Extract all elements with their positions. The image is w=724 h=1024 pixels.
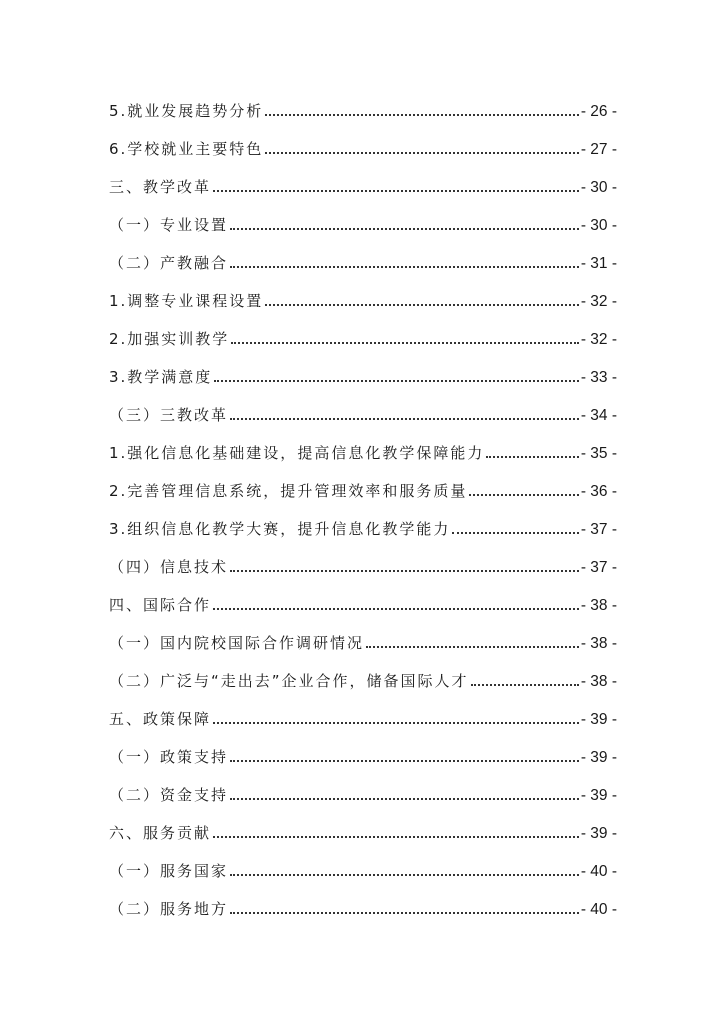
- toc-page-number: - 34 -: [580, 407, 617, 424]
- toc-title: 2.加强实训教学: [109, 330, 230, 348]
- toc-entry[interactable]: [109, 123, 617, 161]
- toc-leader: [230, 266, 579, 268]
- toc-title: 1.调整专业课程设置: [109, 292, 264, 310]
- toc-leader: [230, 874, 579, 876]
- toc-page-number: - 38 -: [580, 673, 617, 690]
- toc-title: （二）产教融合: [109, 254, 229, 272]
- toc-leader: [469, 494, 578, 496]
- toc-leader: [265, 152, 579, 154]
- toc-page-number: - 38 -: [580, 597, 617, 614]
- toc-leader: [230, 798, 579, 800]
- toc-entry[interactable]: [109, 883, 617, 921]
- toc-entry[interactable]: [109, 389, 617, 427]
- toc-entry[interactable]: [109, 237, 617, 275]
- toc-leader: [230, 912, 579, 914]
- toc-title: 五、政策保障: [109, 710, 212, 728]
- toc-title: （二）服务地方: [109, 900, 229, 918]
- toc-entry[interactable]: [109, 731, 617, 769]
- toc-page-number: - 26 -: [580, 103, 617, 120]
- toc-leader: [486, 456, 578, 458]
- toc-entry[interactable]: [109, 769, 617, 807]
- toc-title: 3.组织信息化教学大赛，提升信息化教学能力: [109, 520, 451, 538]
- toc-entry[interactable]: [109, 579, 617, 617]
- toc-page-number: - 39 -: [580, 711, 617, 728]
- toc-leader: [452, 532, 578, 534]
- toc-title: （一）服务国家: [109, 862, 229, 880]
- toc-entry[interactable]: [109, 161, 617, 199]
- toc-page-number: - 39 -: [580, 749, 617, 766]
- toc-entry[interactable]: [109, 427, 617, 465]
- toc-leader: [230, 418, 579, 420]
- toc-page-number: - 40 -: [580, 901, 617, 918]
- table-of-contents: [109, 85, 617, 921]
- toc-leader: [213, 190, 579, 192]
- toc-page-number: - 30 -: [580, 217, 617, 234]
- toc-entry[interactable]: [109, 85, 617, 123]
- toc-page-number: - 36 -: [580, 483, 617, 500]
- toc-title: （二）广泛与“走出去”企业合作，储备国际人才: [109, 672, 469, 690]
- toc-leader: [213, 836, 579, 838]
- toc-title: 5.就业发展趋势分析: [109, 102, 264, 120]
- toc-title: （一）国内院校国际合作调研情况: [109, 634, 365, 652]
- toc-title: （二）资金支持: [109, 786, 229, 804]
- toc-title: （四）信息技术: [109, 558, 229, 576]
- toc-entry[interactable]: [109, 693, 617, 731]
- toc-entry[interactable]: [109, 807, 617, 845]
- toc-entry[interactable]: [109, 503, 617, 541]
- toc-entry[interactable]: [109, 199, 617, 237]
- toc-page-number: - 33 -: [580, 369, 617, 386]
- toc-page-number: - 32 -: [580, 293, 617, 310]
- toc-leader: [230, 570, 579, 572]
- toc-title: 六、服务贡献: [109, 824, 212, 842]
- toc-title: （一）专业设置: [109, 216, 229, 234]
- toc-page-number: - 32 -: [580, 331, 617, 348]
- toc-page-number: - 37 -: [580, 559, 617, 576]
- toc-leader: [265, 114, 579, 116]
- toc-leader: [231, 342, 579, 344]
- toc-entry[interactable]: [109, 617, 617, 655]
- toc-entry[interactable]: [109, 655, 617, 693]
- toc-entry[interactable]: [109, 313, 617, 351]
- toc-page-number: - 27 -: [580, 141, 617, 158]
- toc-entry[interactable]: [109, 541, 617, 579]
- toc-title: 2.完善管理信息系统，提升管理效率和服务质量: [109, 482, 468, 500]
- toc-page-number: - 35 -: [580, 445, 617, 462]
- toc-page-number: - 39 -: [580, 787, 617, 804]
- toc-page-number: - 38 -: [580, 635, 617, 652]
- toc-entry[interactable]: [109, 275, 617, 313]
- toc-leader: [471, 684, 579, 686]
- toc-leader: [213, 722, 579, 724]
- toc-title: 四、国际合作: [109, 596, 212, 614]
- toc-leader: [213, 608, 579, 610]
- toc-title: （三）三教改革: [109, 406, 229, 424]
- toc-title: 三、教学改革: [109, 178, 212, 196]
- toc-title: 3.教学满意度: [109, 368, 213, 386]
- toc-leader: [366, 646, 579, 648]
- toc-title: 1.强化信息化基础建设，提高信息化教学保障能力: [109, 444, 485, 462]
- toc-title: （一）政策支持: [109, 748, 229, 766]
- toc-title: 6.学校就业主要特色: [109, 140, 264, 158]
- toc-page-number: - 39 -: [580, 825, 617, 842]
- toc-page-number: - 40 -: [580, 863, 617, 880]
- toc-leader: [265, 304, 579, 306]
- toc-entry[interactable]: [109, 351, 617, 389]
- toc-entry[interactable]: [109, 465, 617, 503]
- toc-leader: [214, 380, 579, 382]
- toc-page-number: - 37 -: [580, 521, 617, 538]
- toc-leader: [230, 228, 579, 230]
- toc-entry[interactable]: [109, 845, 617, 883]
- toc-page-number: - 30 -: [580, 179, 617, 196]
- toc-page-number: - 31 -: [580, 255, 617, 272]
- toc-leader: [230, 760, 579, 762]
